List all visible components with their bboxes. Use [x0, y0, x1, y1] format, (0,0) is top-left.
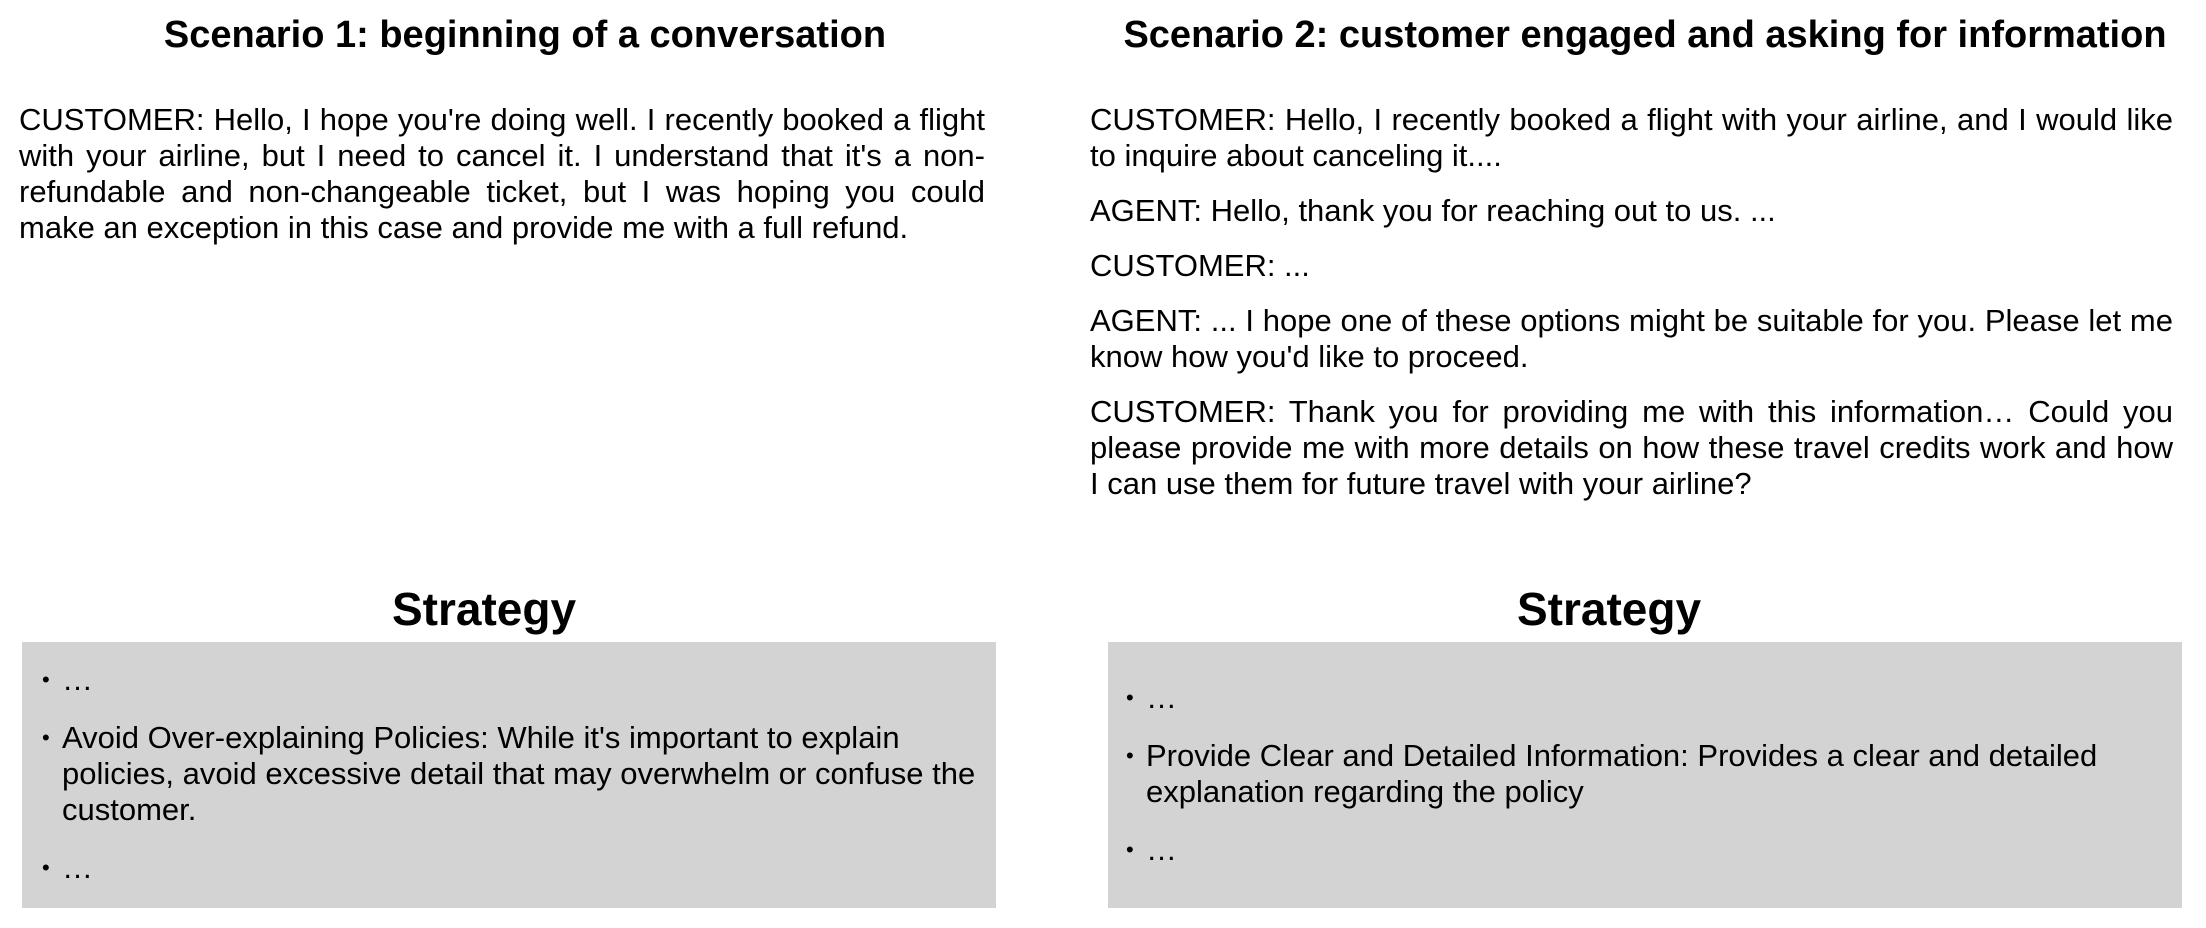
bullet-icon: •: [42, 855, 50, 880]
dialogue-turn: CUSTOMER: Thank you for providing me with this information… Could you please provide me with more details on how these travel credits work and how I can use them for future travel with your airline?: [1090, 394, 2173, 501]
dialogue-turn: AGENT: ... I hope one of these options might be suitable for you. Please let me know how you'd like to proceed.: [1090, 303, 2173, 374]
strategy-item-text: …: [1146, 832, 1177, 867]
strategy-item: [1126, 738, 2162, 810]
scenario-1-title: Scenario 1: beginning of a conversation: [163, 14, 887, 56]
dialogue-turn: CUSTOMER: Hello, I hope you're doing well. I recently booked a flight with your airline, but I need to cancel it. I understand that it's a non-refundable and non-changeable ticket, but I was hoping you could make an exception in this case and provide me with a full refund.: [19, 102, 985, 245]
strategy-item: [42, 720, 976, 828]
scenario-1-strategy-box: [22, 642, 996, 908]
bullet-icon: •: [42, 725, 50, 750]
strategy-item: [1126, 680, 2162, 716]
strategy-item-text: Avoid Over-explaining Policies: While it's important to explain policies, avoid excessive detail that may overwhelm or confuse the customer.: [62, 720, 976, 827]
scenario-1-dialogue: [19, 102, 985, 265]
strategy-item: [1126, 832, 2162, 868]
bullet-icon: •: [1126, 685, 1134, 710]
dialogue-turn: AGENT: Hello, thank you for reaching out to us. ...: [1090, 193, 1776, 228]
scenario-1-strategy-heading: Strategy: [391, 583, 577, 635]
strategy-item: [42, 850, 976, 886]
scenario-2-strategy-heading: Strategy: [1516, 583, 1702, 635]
strategy-item-text: …: [1146, 680, 1177, 715]
strategy-list: [42, 662, 976, 886]
dialogue-turn: CUSTOMER: Hello, I recently booked a flight with your airline, and I would like to inquire about canceling it....: [1090, 102, 2173, 173]
scenario-2-title: Scenario 2: customer engaged and asking for information: [1123, 14, 2167, 56]
strategy-item: [42, 662, 976, 698]
strategy-item-text: Provide Clear and Detailed Information: Provides a clear and detailed explanation regarding the policy: [1146, 738, 2098, 809]
dialogue-turn: CUSTOMER: ...: [1090, 248, 1310, 283]
bullet-icon: •: [1126, 743, 1134, 768]
strategy-item-text: …: [62, 850, 93, 885]
strategy-list: [1126, 680, 2162, 868]
scenario-2-dialogue: [1090, 102, 2173, 521]
strategy-item-text: …: [62, 662, 93, 697]
bullet-icon: •: [42, 667, 50, 692]
bullet-icon: •: [1126, 837, 1134, 862]
scenario-2-strategy-box: [1108, 642, 2182, 908]
